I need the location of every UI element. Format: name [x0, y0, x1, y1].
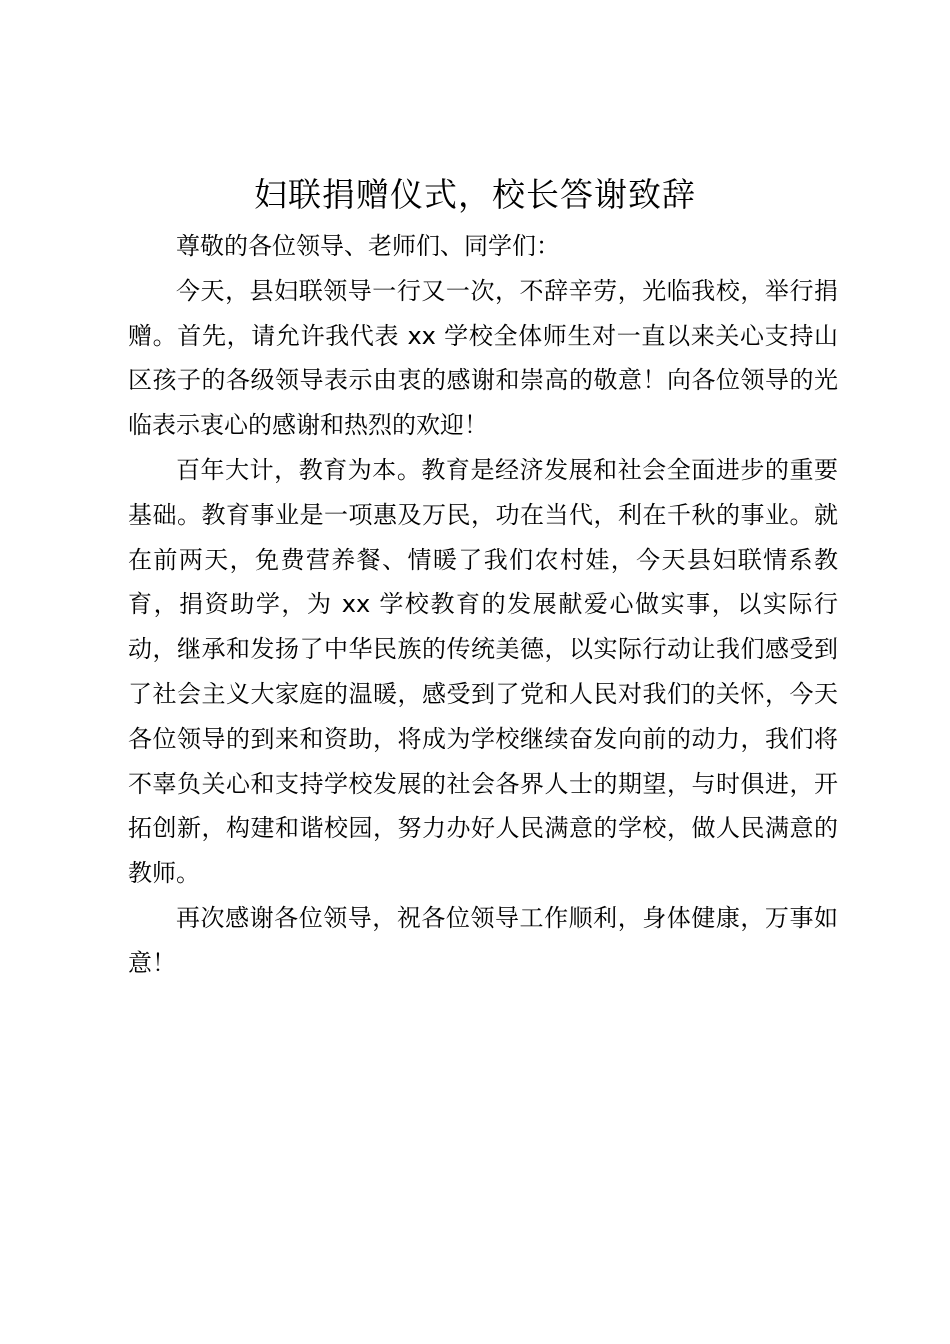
paragraph-opening: 今天，县妇联领导一行又一次，不辞辛劳，光临我校，举行捐赠。首先，请允许我代表 xx 学校全体师生对一直以来关心支持山区孩子的各级领导表示由衷的感谢和崇高的敬意！向各位领导的光临表示衷心的感谢和热烈的欢迎！	[128, 276, 838, 440]
document-body	[128, 224, 838, 986]
document-title: 妇联捐赠仪式，校长答谢致辞	[254, 175, 696, 214]
paragraph-education: 百年大计，教育为本。教育是经济发展和社会全面进步的重要基础。教育事业是一项惠及万民，功在当代，利在千秋的事业。就在前两天，免费营养餐、情暖了我们农村娃，今天县妇联情系教育，捐资助学，为 xx 学校教育的发展献爱心做实事，以实际行动，继承和发扬了中华民族的传统美德，以实际行动让我们感受到了社会主义大家庭的温暖，感受到了党和人民对我们的关怀，今天各位领导的到来和资助，将成为学校继续奋发向前的动力，我们将不辜负关心和支持学校发展的社会各界人士的期望，与时俱进，开拓创新，构建和谐校园，努力办好人民满意的学校，做人民满意的教师。	[128, 455, 838, 888]
paragraph-closing: 再次感谢各位领导，祝各位领导工作顺利，身体健康，万事如意！	[128, 903, 838, 977]
salutation: 尊敬的各位领导、老师们、同学们：	[176, 232, 560, 260]
